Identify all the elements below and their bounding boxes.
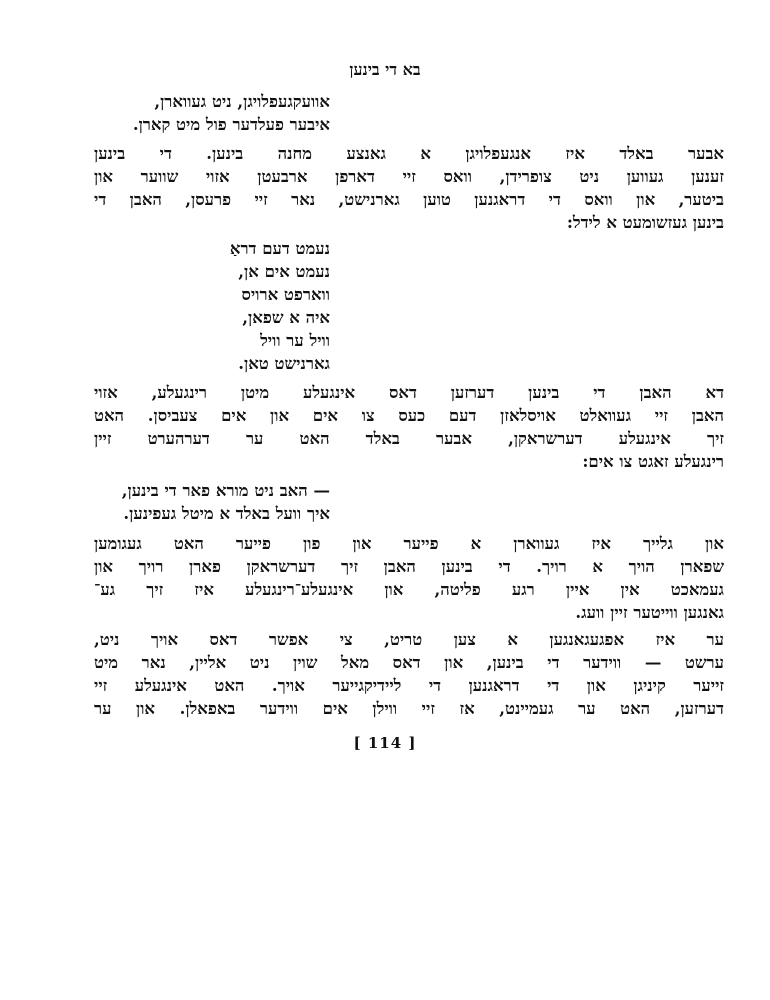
page-number: [ 114 ] xyxy=(353,734,417,752)
running-head: בא די בינען xyxy=(349,60,421,79)
verse-line: ווארפט ארויס xyxy=(241,285,330,304)
text-line: זיך אינגעלע דערשראקן, אבער באלד האט ער דערהערט זיין xyxy=(94,429,724,448)
text-line: און גלייך איז געווארן א פייער און פון פייער האט געגומען xyxy=(94,534,724,553)
paragraph-3 xyxy=(94,532,724,624)
verse-3 xyxy=(70,479,330,525)
verse-line: אוועקגעפלויגן, ניט געווארן, xyxy=(154,92,330,111)
paragraph-4 xyxy=(94,628,724,720)
verse-2 xyxy=(150,237,330,375)
text-line: ביטער, און וואס די דראגנען טוען גארנישט, נאר זיי פרעסן, האבן די xyxy=(94,190,724,209)
verse-line: איבער פעלדער פול מיט קארן. xyxy=(132,115,330,134)
text-line: האבן זיי געוואלט אויסלאזן דעם כעס צו אים און אים צעביסן. האט xyxy=(94,406,724,425)
text-line: שפארן הויך א רויך. די בינען האבן זיך דערשראקן פארן רויך און xyxy=(94,557,724,576)
verse-line: איה א שפאן, xyxy=(242,308,330,327)
text-line: אבער באלד איז אנגעפלויגן א גאנצע מחנה בינען. די בינען xyxy=(94,144,724,163)
text-line: רינגעלע זאגט צו אים: xyxy=(582,452,724,471)
verse-line: — האב ניט מורא פאר די בינען, xyxy=(121,481,330,500)
verse-line: נעמט דעם דראַ xyxy=(229,239,330,258)
text-line: זענען געווען ניט צופרידן, וואס זיי דארפן ארבעטן אזוי שווער און xyxy=(94,167,724,186)
text-line: ער איז אפגעגאנגען א צען טריט, צי אפשר דאס אויך ניט, xyxy=(94,630,724,649)
text-line: געמאכט אין איין רגע פליטה, און אינגעלע־רינגעלע איז זיך גע־ xyxy=(94,580,724,599)
text-line: דא האבן די בינען דערזען דאס אינגעלע מיטן רינגעלע, אזוי xyxy=(94,383,724,402)
verse-line: איך וועל באלד א מיטל געפינען. xyxy=(123,504,330,523)
text-line: ערשט — ווידער די בינען, און דאס מאל שוין ניט אליין, נאר מיט xyxy=(94,653,724,672)
text-line: בינען געזשומעט א לידל: xyxy=(566,213,724,232)
verse-1 xyxy=(70,90,330,136)
verse-line: וויל ער וויל xyxy=(260,331,330,350)
verse-line: נעמט אים אן, xyxy=(238,262,330,281)
text-line: גאנגען ווייטער זיין וועג. xyxy=(575,603,724,622)
paragraph-2 xyxy=(94,381,724,473)
paragraph-1 xyxy=(94,142,724,234)
text-line: דערזען, האט ער געמיינט, אז זיי ווילן אים ווידער באפאלן. און ער xyxy=(94,699,724,718)
verse-line: גארנישט טאן. xyxy=(238,354,330,373)
text-line: זייער קיניגן און די דראגנען די ליידיקגייער אויך. האט אינגעלע זיי xyxy=(94,676,724,695)
